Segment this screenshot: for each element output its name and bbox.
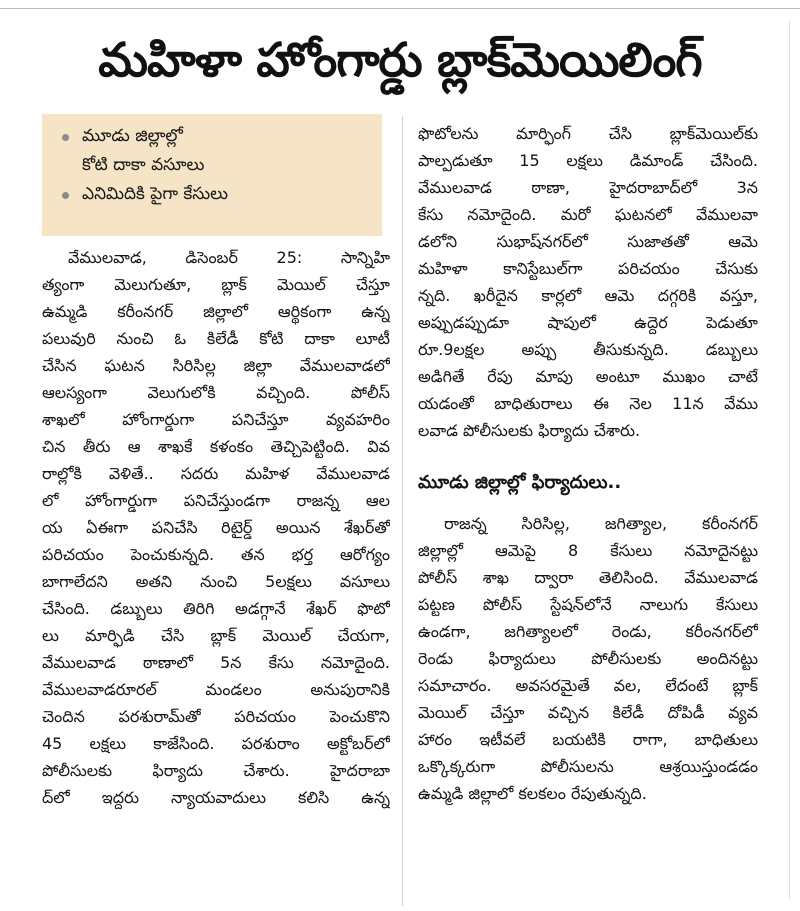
text-line: చిన తీరు ఆ శాఖకే కళంకం తెచ్చిపెట్టింది. వివ bbox=[42, 437, 390, 456]
column-divider bbox=[402, 116, 403, 906]
text-line: సమాచారం. అవసరమైతే వల, లేదంటే బ్లాక్ bbox=[418, 676, 758, 695]
text-line: మెయిల్ చేస్తూ వచ్చిన కిలేడీ దోపిడీ వ్యవ bbox=[418, 703, 758, 722]
text-line: చేసిన ఘటన సిరిసిల్ల జిల్లా వేములవాడలో bbox=[42, 356, 390, 375]
text-line: త్యంగా మెలుగుతూ, బ్లాక్ మెయిల్ చేస్తూ bbox=[42, 275, 390, 294]
text-line: పట్టణ పోలీస్ స్టేషన్‌లోనే నాలుగు కేసులు bbox=[418, 595, 758, 614]
text-line: పలువురి నుంచి ఓ కిలేడీ కోటి దాకా లూటీ bbox=[42, 329, 390, 348]
highlight-box bbox=[42, 114, 382, 236]
text-line: చేసింది. డబ్బులు తిరిగి అడగ్గానే శేఖర్ ఫొటో bbox=[42, 599, 390, 618]
text-line: వేములవాడ, డిసెంబర్ 25: సాన్నిహి bbox=[68, 248, 390, 267]
highlight-item bbox=[60, 122, 382, 151]
highlight-text: మూడు జిల్లాల్లో bbox=[82, 126, 183, 146]
article-left-column bbox=[42, 244, 390, 811]
text-line: లవాడ పోలీసులకు ఫిర్యాదు చేశారు. bbox=[418, 421, 641, 440]
text-line: ఉండగా, జగిత్యాలలో రెండు, కరీంనగర్‌లో bbox=[418, 622, 758, 641]
text-line: న్నది. ఖరీదైన కార్లలో ఆమె దగ్గరికి వస్తూ, bbox=[418, 286, 758, 305]
text-line: పాల్పడుతూ 15 లక్షలు డిమాండ్ చేసింది. bbox=[418, 151, 758, 170]
text-line: 45 లక్షలు కాజేసింది. పరశురాం అక్టోబర్‌లో bbox=[42, 734, 390, 753]
text-line: డలోని సుభాష్‌నగర్‌లో సుజాతతో ఆమె bbox=[418, 232, 758, 251]
text-line: చెందిన పరశురామ్‌తో పరిచయం పెంచుకొని bbox=[42, 707, 390, 726]
highlight-text: ఎనిమిదికి పైగా కేసులు bbox=[82, 184, 229, 204]
text-line: బాగాలేదని అతని నుంచి 5లక్షలు వసూలు bbox=[42, 572, 390, 591]
text-line: ఒక్కొక్కరుగా పోలీసులను ఆశ్రయిస్తుండడం bbox=[418, 757, 758, 776]
top-rule bbox=[0, 8, 800, 9]
text-line: జిల్లాల్లో ఆమెపై 8 కేసులు నమోదైనట్టు bbox=[418, 541, 758, 560]
text-line: ఉమ్మడి జిల్లాలో కలకలం రేపుతున్నది. bbox=[418, 784, 647, 803]
headline: మహిళా హోంగార్డు బ్లాక్‌మెయిలింగ్ bbox=[98, 33, 702, 88]
text-line: వేములవాడ ఠాణాలో 5న కేసు నమోదైంది. bbox=[42, 653, 390, 672]
text-line: పోలీసులకు ఫిర్యాదు చేశారు. హైదరాబా bbox=[42, 761, 390, 780]
text-line: ఆలస్యంగా వెలుగులోకి వచ్చింది. పోలీస్ bbox=[42, 383, 390, 402]
subheading: మూడు జిల్లాల్లో ఫిర్యాదులు.. bbox=[418, 472, 622, 493]
text-line: శాఖలో హోంగార్డుగా పనిచేస్తూ వ్యవహరిం bbox=[42, 410, 390, 429]
text-line: పోలీస్ శాఖ ద్వారా తెలిసింది. వేములవాడ bbox=[418, 568, 758, 587]
text-line: వేములవాడరూరల్ మండలం అనుపురానికి bbox=[42, 680, 390, 699]
bullet-icon bbox=[62, 134, 69, 141]
article-right-column bbox=[418, 120, 758, 807]
text-line: కేసు నమోదైంది. మరో ఘటనలో వేములవా bbox=[418, 205, 758, 224]
text-line: లో హోంగార్డుగా పనిచేస్తుండగా రాజన్న ఆల bbox=[42, 491, 390, 510]
text-line: వేములవాడ ఠాణా, హైదరాబాద్‌లో 3న bbox=[418, 178, 758, 197]
text-line: రాల్లోకి వెళితే.. సదరు మహిళ వేములవాడ bbox=[42, 464, 390, 483]
text-line: లు మార్ఫిడి చేసి బ్లాక్ మెయిల్ చేయగా, bbox=[42, 626, 390, 645]
text-line: యడంతో బాధితురాలు ఈ నెల 11న వేము bbox=[418, 394, 758, 413]
text-line: పరిచయం పెంచుకున్నది. తన భర్త ఆరోగ్యం bbox=[42, 545, 390, 564]
text-line: రెండు ఫిర్యాదులు పోలీసులకు అందినట్టు bbox=[418, 649, 758, 668]
text-line: అప్పుడప్పుడూ షాపులో ఉద్దెర పెడుతూ bbox=[418, 313, 758, 332]
page-edge bbox=[789, 20, 790, 900]
text-line: మహిళా కానిస్టేబుల్‌గా పరిచయం చేసుకు bbox=[418, 259, 758, 278]
text-line: ఉమ్మడి కరీంనగర్ జిల్లాలో ఆర్థికంగా ఉన్న bbox=[42, 302, 390, 321]
highlight-item bbox=[60, 180, 382, 209]
text-line: హారం ఇటీవలే బయటికి రాగా, బాధితులు bbox=[418, 730, 758, 749]
highlight-item-continued bbox=[60, 151, 382, 180]
text-line: అడిగితే రేపు మాపు అంటూ ముఖం చాటే bbox=[418, 367, 758, 386]
text-line: ద్‌లో ఇద్దరు న్యాయవాదులు కలిసి ఉన్న bbox=[42, 788, 390, 807]
bullet-icon bbox=[62, 192, 69, 199]
text-line: రాజన్న సిరిసిల్ల, జగిత్యాల, కరీంనగర్ bbox=[444, 514, 758, 533]
text-line: రూ.9లక్షల అప్పు తీసుకున్నది. డబ్బులు bbox=[418, 340, 758, 359]
text-line: ఫొటోలను మార్ఫింగ్ చేసి బ్లాక్‌మెయిల్‌కు bbox=[418, 124, 758, 143]
highlight-text: కోటి దాకా వసూలు bbox=[82, 155, 205, 175]
text-line: య ఏఈగా పనిచేసి రిటైర్డ్ అయిన శేఖర్‌తో bbox=[42, 518, 390, 537]
